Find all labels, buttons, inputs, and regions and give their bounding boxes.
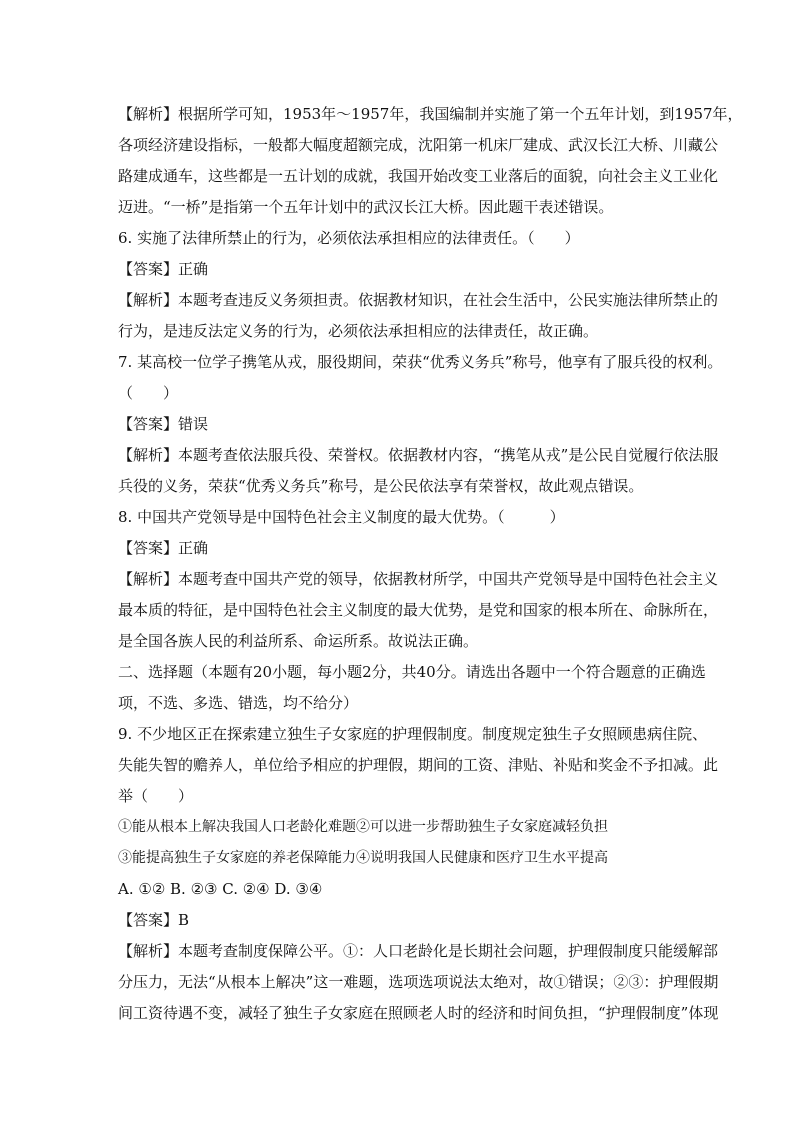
question-9: 举（ ） [118, 787, 194, 805]
analysis-line: 间工资待遇不变，减轻了独生子女家庭在照顾老人时的经济和时间负担，“护理假制度”体现 [118, 1004, 719, 1022]
analysis-line: 各项经济建设指标，一般都大幅度超额完成，沈阳第一机床厂建成、武汉长江大桥、川藏公 [118, 136, 719, 154]
question-9: 9. 不少地区正在探索建立独生子女家庭的护理假制度。制度规定独生子女照顾患病住院、 [118, 725, 708, 743]
analysis-line: 【解析】本题考查依法服兵役、荣誉权。依据教材内容，“携笔从戎”是公民自觉履行依法服 [118, 446, 719, 464]
analysis-line: 是全国各族人民的利益所系、命运所系。故说法正确。 [118, 632, 479, 650]
answer-line: 【答案】正确 [118, 260, 209, 278]
analysis-line: 【解析】本题考查违反义务须担责。依据教材知识，在社会生活中，公民实施法律所禁止的 [118, 291, 719, 309]
question-7-bracket: （ ） [118, 384, 179, 402]
question-8: 8. 中国共产党领导是中国特色社会主义制度的最大优势。（ ） [118, 508, 565, 526]
question-6: 6. 实施了法律所禁止的行为，必须依法承担相应的法律责任。（ ） [118, 229, 580, 247]
answer-line: 【答案】正确 [118, 539, 209, 557]
analysis-line: 迈进。“一桥”是指第一个五年计划中的武汉长江大桥。因此题干表述错误。 [118, 198, 614, 216]
analysis-line: 【解析】根据所学可知，1953年～1957年，我国编制并实施了第一个五年计划，到1957年， [118, 105, 743, 123]
statement-line: ③能提高独生子女家庭的养老保障能力④说明我国人民健康和医疗卫生水平提高 [118, 850, 608, 866]
question-9: 失能失智的赡养人，单位给予相应的护理假，期间的工资、津贴、补贴和奖金不予扣减。此 [118, 756, 719, 774]
answer-line: 【答案】B [118, 911, 190, 929]
answer-line: 【答案】错误 [118, 415, 209, 433]
statement-line: ①能从根本上解决我国人口老龄化难题②可以进一步帮助独生子女家庭减轻负担 [118, 819, 608, 835]
analysis-line: 【解析】本题考查中国共产党的领导，依据教材所学，中国共产党领导是中国特色社会主义 [118, 570, 719, 588]
analysis-line: 分压力，无法“从根本上解决”这一难题，选项选项说法太绝对，故①错误；②③：护理假期 [118, 973, 719, 991]
question-7: 7. 某高校一位学子携笔从戎，服役期间，荣获“优秀义务兵”称号，他享有了服兵役的权利。 [118, 353, 723, 371]
analysis-line: 路建成通车，这些都是一五计划的成就，我国开始改变工业落后的面貌，向社会主义工业化 [118, 167, 719, 185]
analysis-line: 行为，是违反法定义务的行为，必须依法承担相应的法律责任，故正确。 [118, 322, 599, 340]
section-heading: 项，不选、多选、错选，均不给分） [118, 694, 359, 712]
analysis-line: 最本质的特征，是中国特色社会主义制度的最大优势，是党和国家的根本所在、命脉所在， [118, 601, 719, 619]
section-heading: 二、选择题（本题有20小题，每小题2分，共40分。请选出各题中一个符合题意的正确选 [118, 663, 706, 681]
choice-options: A. ①② B. ②③ C. ②④ D. ③④ [118, 880, 323, 898]
analysis-line: 兵役的义务，荣获“优秀义务兵”称号，是公民依法享有荣誉权，故此观点错误。 [118, 477, 644, 495]
document-page [118, 99, 743, 1029]
analysis-line: 【解析】本题考查制度保障公平。①：人口老龄化是长期社会问题，护理假制度只能缓解部 [118, 942, 719, 960]
